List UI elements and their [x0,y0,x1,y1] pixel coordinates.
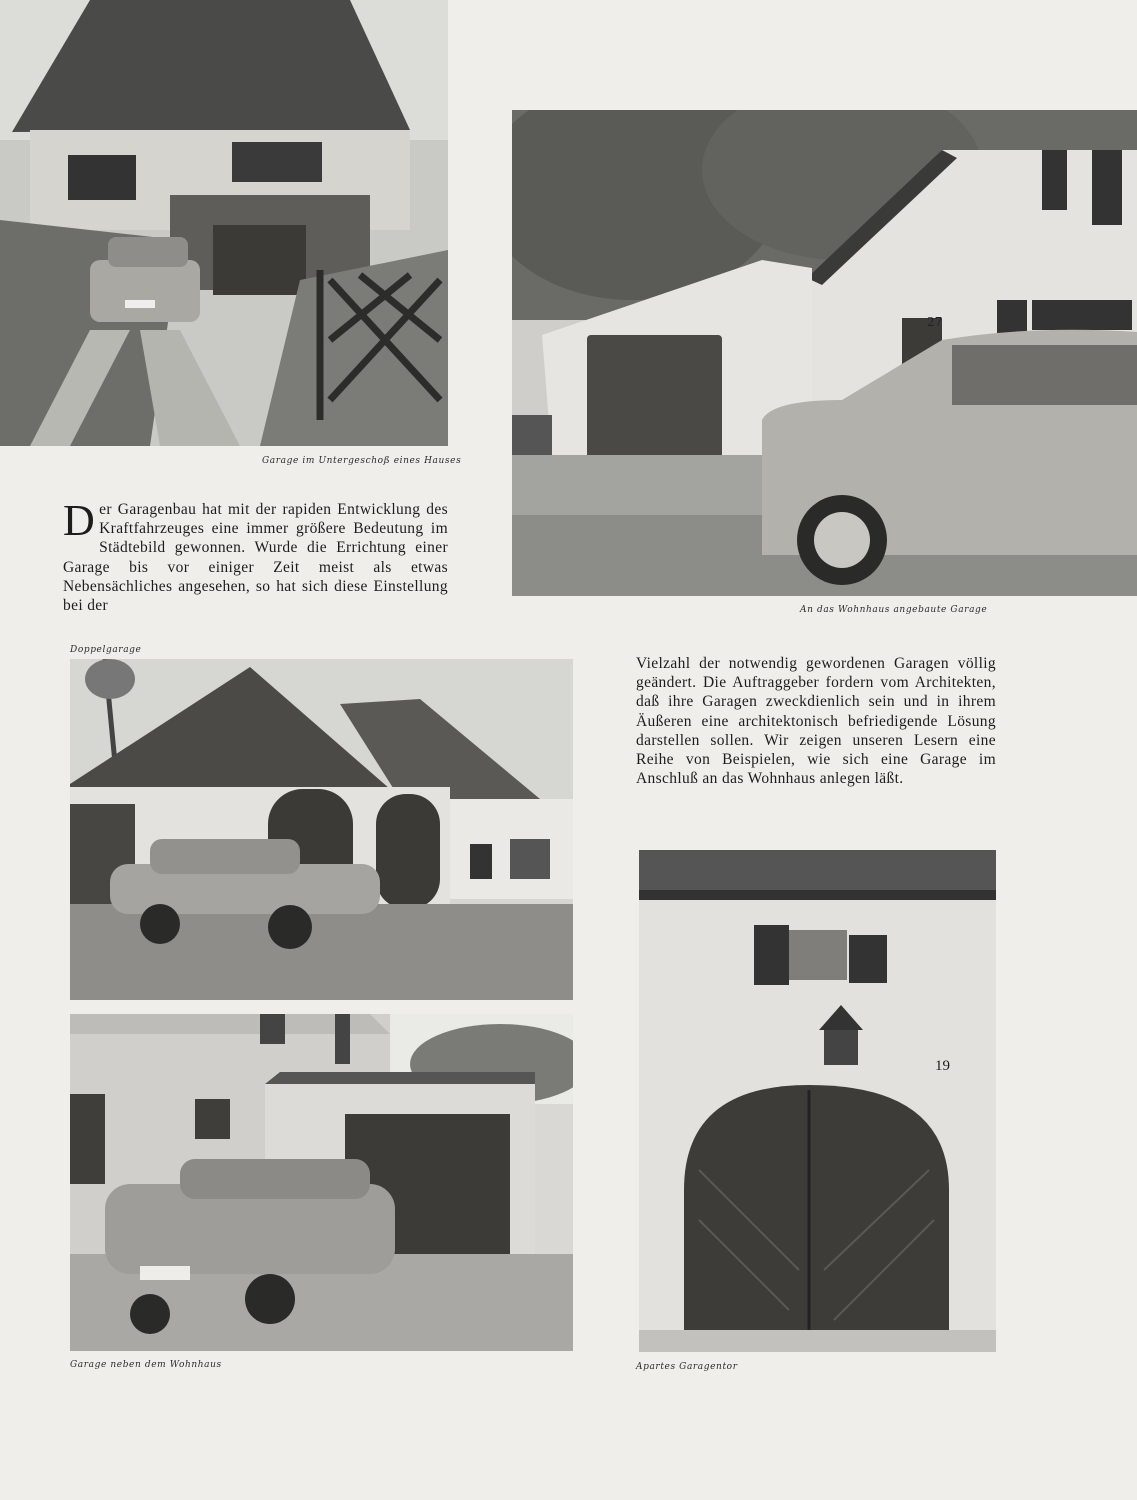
article-paragraph-2: Vielzahl der notwendig gewordenen Garagen völlig geändert. Die Auftraggeber fordern vom Architekten, daß ihre Garagen zweckdienlich sein und in ihrem Äußeren eine architektonisch befriedigende Lösung darstellen sollen. Wir zeigen unseren Lesern eine Reihe von Beispielen, wie sich eine Garage im Anschluß an das Wohnhaus anlegen läßt. [636,655,996,788]
caption-photo-5: Apartes Garagentor [636,1362,738,1372]
photo-garage-beside-house [70,1014,573,1351]
house-number: 27 [927,315,943,329]
caption-photo-2: An das Wohnhaus angebaute Garage [800,605,988,615]
caption-photo-3: Doppelgarage [70,645,142,655]
photo-garage-basement [0,0,448,446]
photo-garage-door [639,850,996,1352]
article-paragraph-1: Der Garagenbau hat mit der rapiden Entwicklung des Kraftfahrzeuges eine immer größere Bedeutung im Städtebild gewonnen. Wurde die Errichtung einer Garage bis vor einiger Zeit meist als etwas Nebensächliches angesehen, so hat sich diese Einstellung bei der [63,496,448,615]
dropcap: D [63,496,96,545]
photo-double-garage [70,659,573,1000]
page-number: 19 [935,1058,950,1074]
photo-attached-garage [512,110,1137,596]
caption-photo-1: Garage im Untergeschoß eines Hauses [262,456,462,466]
caption-photo-4: Garage neben dem Wohnhaus [70,1360,222,1370]
